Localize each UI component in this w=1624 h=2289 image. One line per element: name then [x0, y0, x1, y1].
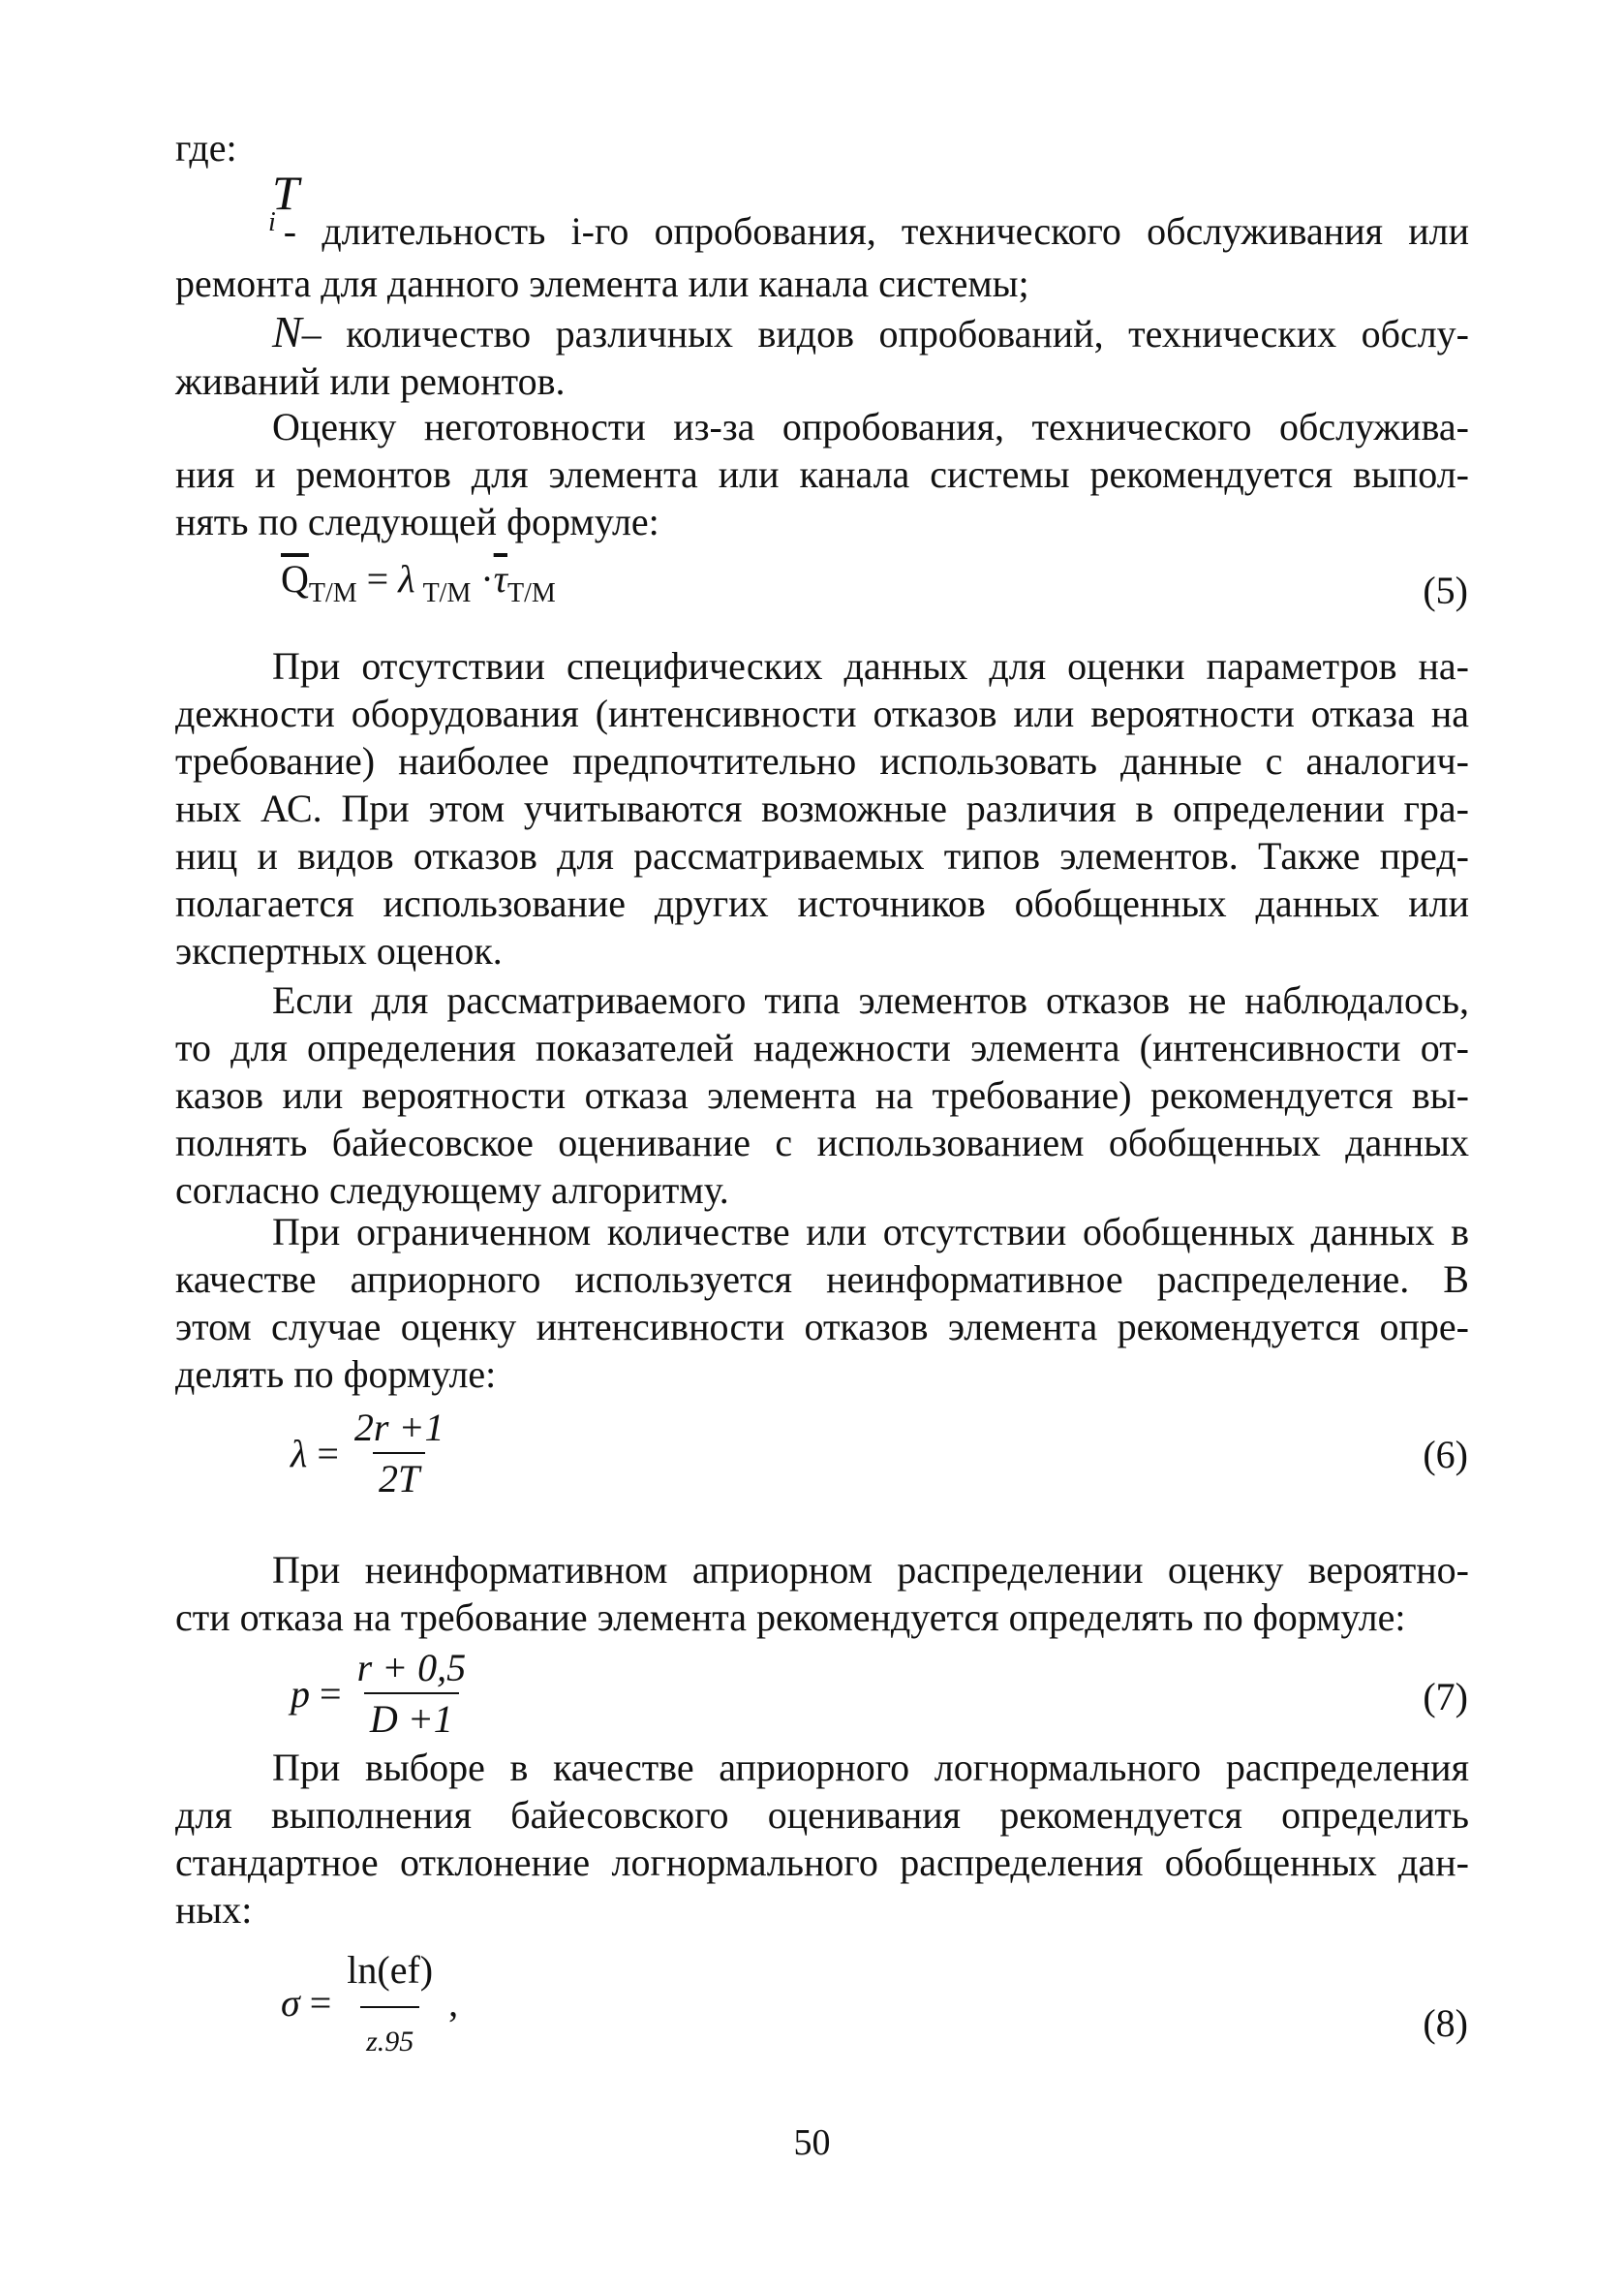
paragraph-1: Оценку неготовности из-за опробования, технического обслужива- ния и ремонтов для элемента или канала системы рекомендуется выпол- нять по следующей формуле: — [175, 405, 1469, 543]
fraction-8: $\frac{\ln(ef)}{z.95}$ — [347, 1948, 434, 2057]
n-symbol: N — [272, 307, 302, 356]
t-definition: - длительность i-го опробования, технического обслуживания или — [283, 209, 1469, 253]
paragraph-5: При неинформативном априорном распределении оценку вероятно- сти отказа на требование элемента рекомендуется определять по формуле: — [175, 1548, 1469, 1639]
page-number: 50 — [793, 2122, 831, 2163]
fraction-7: $\frac{r + 0,5}{D +1}$ — [356, 1646, 467, 1741]
paragraph-3: Если для рассматриваемого типа элементов отказов не наблюдалось, то для определения показателей надежности элемента (интенсивности от- казов или вероятности отказа элемента на требование) рекомендуется вы- полнять байесовское оценивание с использованием обобщенных данных согласно следующему алгоритму. — [175, 978, 1469, 1212]
t-symbol: T — [272, 166, 299, 220]
t-subscript: i — [268, 207, 276, 237]
def-t — [175, 207, 1469, 307]
formula-7: p = $\frac{r + 0,5}{D +1}$ — [291, 1645, 472, 1742]
equation-number-7: (7) — [1423, 1675, 1468, 1718]
n-definition-line2: живаний или ремонтов. — [175, 359, 566, 403]
formula-6: λ = $\frac{2r +1}{2T}$ — [291, 1405, 449, 1501]
def-n — [175, 308, 1469, 405]
paragraph-2: При отсутствии специфических данных для оценки параметров на- дежности оборудования (интенсивности отказов или вероятности отказа на требование) наиболее предпочтительно использовать данные с аналогич- ных АС. При этом учитываются возможные различия в определении гра- ниц и видов отказов для рассматриваемых типов элементов. Также пред- полагается использование других источников обобщенных данных или экспертных оценок. — [175, 644, 1469, 973]
n-definition: – количество различных видов опробований, технических обслу- — [301, 312, 1469, 356]
equation-number-8: (8) — [1423, 2001, 1468, 2045]
intro-word: где: — [175, 126, 237, 170]
formula-5: $\overline{Q}_{Т/М} = \lambda$ $_{Т/М} \cdot\overline{\tau}_{Т/М}$ — [281, 557, 556, 608]
paragraph-6: При выборе в качестве априорного логнормального распределения для выполнения байесовского оценивания рекомендуется определить стандартное отклонение логнормального распределения обобщенных дан- ных: — [175, 1746, 1469, 1932]
equation-number-5: (5) — [1423, 569, 1468, 612]
fraction-6: $\frac{2r +1}{2T}$ — [353, 1406, 444, 1500]
paragraph-4: При ограниченном количестве или отсутствии обобщенных данных в качестве априорного используется неинформативное распределение. В этом случае оценку интенсивности отказов элемента рекомендуется опре- делять по формуле: — [175, 1210, 1469, 1396]
formula-8: σ = $\frac{\ln(ef)}{z.95}$ , — [281, 1948, 459, 2057]
t-definition-line2: ремонта для данного элемента или канала системы; — [175, 262, 1029, 305]
equation-number-6: (6) — [1423, 1433, 1468, 1476]
